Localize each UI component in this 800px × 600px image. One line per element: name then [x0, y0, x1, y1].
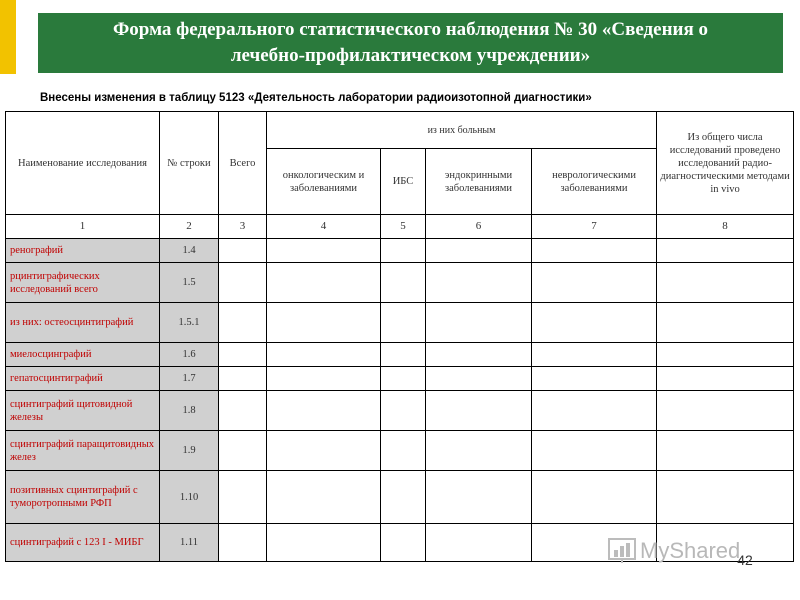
- row-name: сцинтиграфий паращитовидных желез: [6, 431, 160, 471]
- cell[interactable]: [219, 303, 267, 343]
- row-code: 1.5.1: [160, 303, 219, 343]
- table-row: [6, 263, 794, 303]
- cell[interactable]: [267, 524, 381, 562]
- cell[interactable]: [267, 431, 381, 471]
- cell[interactable]: [532, 263, 657, 303]
- row-code: 1.6: [160, 343, 219, 367]
- cell[interactable]: [657, 431, 794, 471]
- slide-number: 42: [737, 552, 753, 568]
- col-number: 3: [219, 215, 267, 239]
- col-number: 4: [267, 215, 381, 239]
- header-neuro: неврологическими заболеваниями: [532, 149, 657, 215]
- cell[interactable]: [219, 263, 267, 303]
- watermark: [608, 538, 740, 564]
- title-line-2: лечебно-профилактическом учреждении»: [230, 45, 591, 66]
- cell[interactable]: [267, 343, 381, 367]
- table-row: [6, 471, 794, 524]
- subtitle: Внесены изменения в таблицу 5123 «Деятельность лаборатории радиоизотопной диагностики»: [40, 92, 592, 104]
- cell[interactable]: [426, 391, 532, 431]
- cell[interactable]: [381, 303, 426, 343]
- cell[interactable]: [267, 471, 381, 524]
- cell[interactable]: [426, 239, 532, 263]
- data-table: [5, 111, 794, 562]
- cell[interactable]: [426, 263, 532, 303]
- row-code: 1.10: [160, 471, 219, 524]
- cell[interactable]: [532, 367, 657, 391]
- header-ibs: ИБС: [381, 149, 426, 215]
- table-row: [6, 303, 794, 343]
- row-name: сцинтиграфий с 123 I - МИБГ: [6, 524, 160, 562]
- cell[interactable]: [381, 263, 426, 303]
- header-oncology: онкологическим и заболеваниями: [267, 149, 381, 215]
- cell[interactable]: [381, 239, 426, 263]
- cell[interactable]: [381, 367, 426, 391]
- row-name: гепатосцинтиграфий: [6, 367, 160, 391]
- cell[interactable]: [657, 303, 794, 343]
- cell[interactable]: [267, 391, 381, 431]
- row-name: рцинтиграфических исследований всего: [6, 263, 160, 303]
- cell[interactable]: [657, 471, 794, 524]
- col-number: 8: [657, 215, 794, 239]
- cell[interactable]: [381, 524, 426, 562]
- row-name: [6, 303, 160, 343]
- header-row-no: № строки: [160, 112, 219, 215]
- row-code: 1.8: [160, 391, 219, 431]
- col-number: 1: [6, 215, 160, 239]
- cell[interactable]: [657, 239, 794, 263]
- header-total: Всего: [219, 112, 267, 215]
- watermark-text: MyShared: [640, 538, 741, 563]
- row-code: 1.5: [160, 263, 219, 303]
- cell[interactable]: [532, 239, 657, 263]
- cell[interactable]: [532, 343, 657, 367]
- cell[interactable]: [532, 431, 657, 471]
- table-row: [6, 431, 794, 471]
- accent-bar: [0, 0, 16, 74]
- cell[interactable]: [219, 391, 267, 431]
- cell[interactable]: [426, 431, 532, 471]
- cell[interactable]: [426, 524, 532, 562]
- cell[interactable]: [426, 367, 532, 391]
- table-row: [6, 367, 794, 391]
- cell[interactable]: [426, 303, 532, 343]
- cell[interactable]: [381, 431, 426, 471]
- cell[interactable]: [267, 239, 381, 263]
- col-number: 6: [426, 215, 532, 239]
- cell[interactable]: [532, 471, 657, 524]
- title-line-1: Форма федерального статистического наблюдения № 30 «Сведения о: [112, 19, 708, 40]
- cell[interactable]: [219, 367, 267, 391]
- col-number: 5: [381, 215, 426, 239]
- row-code: 1.7: [160, 367, 219, 391]
- cell[interactable]: [657, 391, 794, 431]
- table-row: [6, 239, 794, 263]
- cell[interactable]: [219, 524, 267, 562]
- row-name: ренографий: [6, 239, 160, 263]
- header-of-them-patients: из них больным: [267, 112, 657, 149]
- cell[interactable]: [532, 303, 657, 343]
- col-number: 2: [160, 215, 219, 239]
- cell[interactable]: [219, 239, 267, 263]
- row-name-text: из них: остеосцинтиграфий: [10, 317, 134, 328]
- column-number-row: [6, 215, 794, 239]
- header-name: Наименование исследования: [6, 112, 160, 215]
- cell[interactable]: [219, 343, 267, 367]
- chart-icon: [608, 538, 636, 564]
- col-number: 7: [532, 215, 657, 239]
- cell[interactable]: [381, 391, 426, 431]
- cell[interactable]: [657, 343, 794, 367]
- header-endocrine: эндокринными заболеваниями: [426, 149, 532, 215]
- row-code: 1.11: [160, 524, 219, 562]
- cell[interactable]: [426, 343, 532, 367]
- title-banner: [38, 13, 783, 73]
- row-name: сцинтиграфий щитовидной железы: [6, 391, 160, 431]
- cell[interactable]: [267, 303, 381, 343]
- cell[interactable]: [657, 263, 794, 303]
- cell[interactable]: [426, 471, 532, 524]
- cell[interactable]: [532, 391, 657, 431]
- row-name: позитивных сцинтиграфий с туморотропными РФП: [6, 471, 160, 524]
- table-row: [6, 343, 794, 367]
- cell[interactable]: [381, 471, 426, 524]
- row-name: миелосцинграфий: [6, 343, 160, 367]
- table-row: [6, 391, 794, 431]
- row-code: 1.4: [160, 239, 219, 263]
- cell[interactable]: [219, 471, 267, 524]
- cell[interactable]: [219, 431, 267, 471]
- header-in-vivo: Из общего числа исследований проведено исследований радио-диагностическими методами in vivo: [657, 112, 794, 215]
- row-code: 1.9: [160, 431, 219, 471]
- cell[interactable]: [267, 263, 381, 303]
- cell[interactable]: [657, 367, 794, 391]
- cell[interactable]: [267, 367, 381, 391]
- cell[interactable]: [381, 343, 426, 367]
